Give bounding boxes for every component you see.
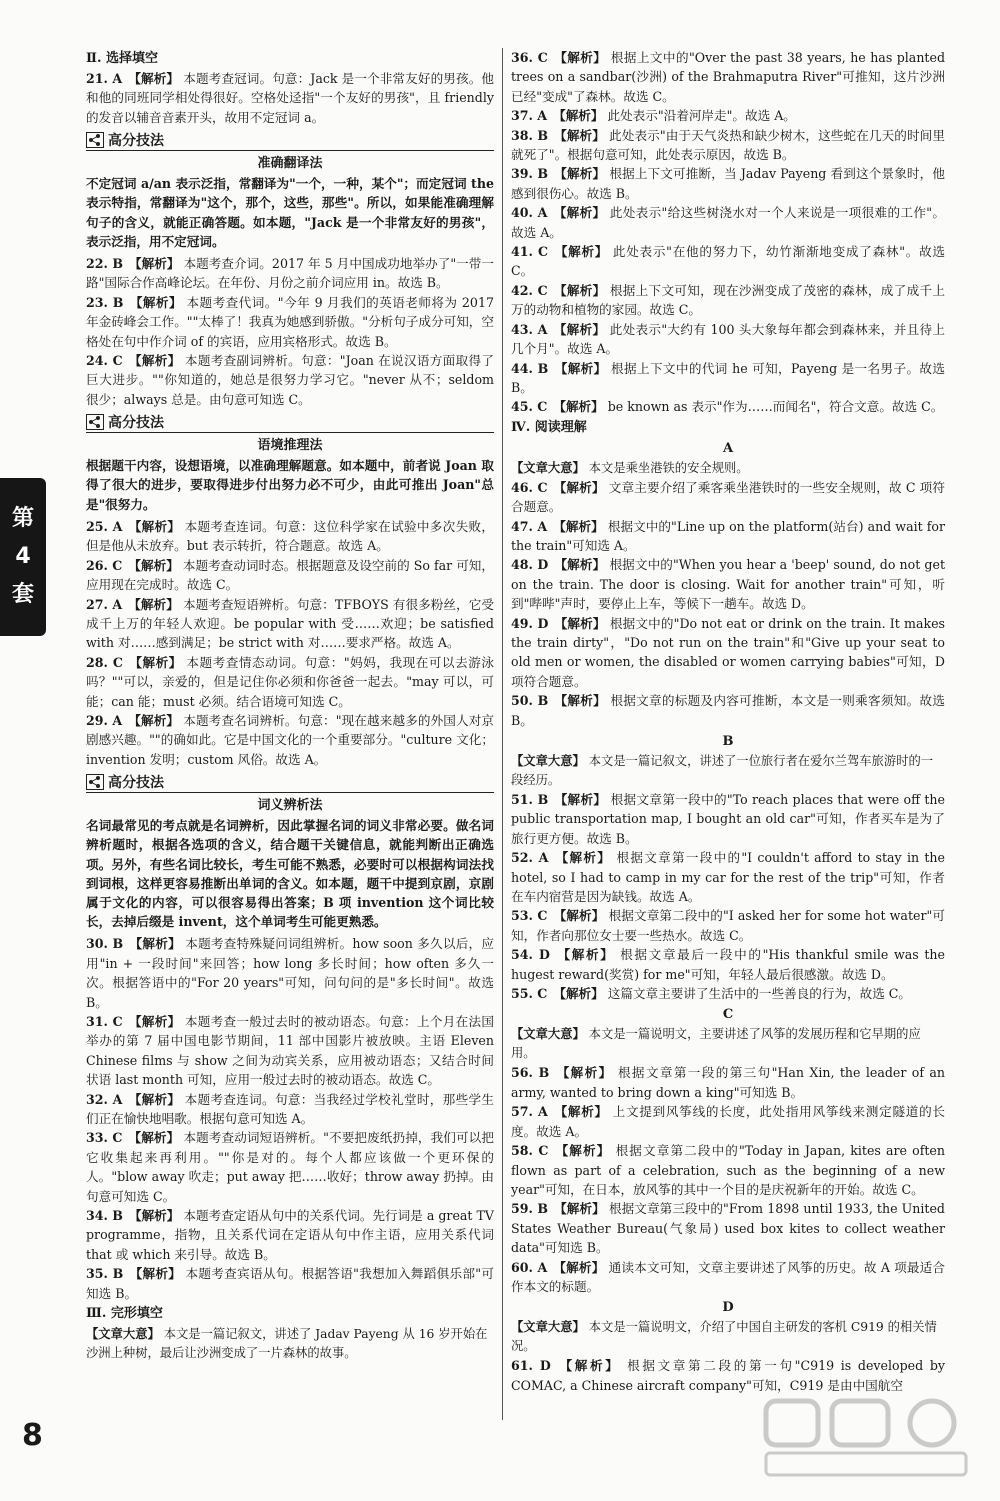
answer-item: 50. B 【解析】 根据文章的标题及内容可推断，本文是一则乘客须知。故选 B。 [511,693,945,728]
article-summary: 【文章大意】 本文是一篇记叙文，讲述了 Jadav Payeng 从 16 岁开始在沙洲上种树，最后让沙洲变成了一片森林的故事。 [86,1326,488,1361]
tip-header [86,772,494,793]
answer-item: 54. D 【解析】 根据文章最后一段中的"His thankful smile was the hugest reward(奖赏) for me"可知，年轻人最后很感激。故选 D。 [511,947,945,982]
answer-item: 56. B 【解析】 根据文章第一段的第三句"Han Xin, the leader of an army, wanted to bring down a king"可知选 B。 [511,1065,945,1100]
tip-title: 词义辨析法 [257,798,323,814]
answer-item: 53. C 【解析】 根据文章第二段中的"I asked her for some hot water"可知，作者向那位女士要一些热水。故选 C。 [511,908,945,943]
tip-body: 名词最常见的考点就是名词辨析，因此掌握名词的词义非常必要。做名词辨析题时，根据各选项的含义，结合题干关键信息，就能判断出正确选项。另外，有些名词比较长，考生可能不熟悉，必要时可以根据构词法找到词根，这样更容易推断出单词的含义。如本题，题干中提到京剧，京剧属于文化的内容，可以很容易得出答案；B 项 invention 这个词比较长，去掉后缀是 invent，这个单词考生可能更熟悉。 [86,818,494,930]
answer-item: 51. B 【解析】 根据文章第一段中的"To reach places that were off the public transportation map, I bought an old car"可知，作者买车是为了旅行更方便。故选 B。 [511,792,945,846]
tip-body: 根据题干内容，设想语境，以准确理解题意。如本题中，前者说 Joan 取得了很大的进步，要取得进步付出努力必不可少，由此可推出 Joan"总是"很努力。 [86,458,494,512]
answer-item: 30. B 【解析】 本题考查特殊疑问词组辨析。how soon 多久以后，应用"in + 一段时间"来回答；how long 多长时间；how often 多久一次。根据答语中的"For 20 years"可知，问句问的是"多长时间"。故选 B。 [86,936,495,1010]
page-number: 8 [22,1418,43,1453]
right-column [511,48,945,1395]
answer-item: 42. C 【解析】 根据上下文可知，现在沙洲变成了茂密的森林，成了成千上万的动物和植物的家园。故选 C。 [511,282,945,318]
answer-item: 27. A 【解析】 本题考查短语辨析。句意：TFBOYS 有很多粉丝，它受成千上万的年轻人欢迎。be popular with 受……欢迎；be satisfied with 对……感到满足；be strict with 对……要求严格。故选 A。 [86,596,494,651]
answer-item: 23. B 【解析】 本题考查代词。"今年 9 月我们的英语老师将为 2017 年金砖峰会工作。""太棒了！我真为她感到骄傲。"分析句子成分可知，空格处在句中作介词 of 的宾语，应用宾格形式。故选 B。 [86,294,494,349]
answer-item: 61. D 【解析】 根据文章第二段的第一句"C919 is developed by COMAC, a Chinese aircraft company"可知，C919 是由中国航空 [511,1358,946,1393]
answer-item: 43. A 【解析】 此处表示"大约有 100 头大象每年都会到森林来，并且待上几个月"。故选 A。 [511,321,946,357]
answer-item: 44. B 【解析】 根据上下文中的代词 he 可知，Payeng 是一名男子。故选 B。 [511,360,945,395]
answer-item: 35. B 【解析】 本题考查宾语从句。根据答语"我想加入舞蹈俱乐部"可知选 B。 [86,1266,494,1301]
answer-item: 33. C 【解析】 本题考查动词短语辨析。"不要把废纸扔掉，我们可以把它收集起来再利用。""你是对的。每个人都应该做一个更环保的人。"blow away 吹走；put away 把……收好；throw away 扔掉。由句意可知选 C。 [86,1130,494,1204]
answer-item: 48. D 【解析】 根据文中的"When you hear a 'beep' sound, do not get on the train. The door is closing. Wait for another train"可知，听到"哔哔"声时，要停止上车，等候下一趟车。故选 D。 [511,557,946,612]
answer-item: 25. A 【解析】 本题考查连词。句意：这位科学家在试验中多次失败，但是他从未放弃。but 表示转折，符合题意。故选 A。 [86,518,494,554]
passage-letter: D [722,1300,734,1316]
answer-item: 41. C 【解析】 此处表示"在他的努力下，幼竹渐渐地变成了森林"。故选 C。 [511,244,946,279]
watermark-logo [762,1397,972,1479]
article-summary: 【文章大意】 本文是一篇记叙文，讲述了一位旅行者在爱尔兰驾车旅游时的一段经历。 [511,753,934,787]
answer-item: 45. C 【解析】 be known as 表示"作为……而闻名"，符合文意。故选 C。 [511,399,944,415]
article-summary: 【文章大意】 本文是乘坐港铁的安全规则。 [511,459,749,475]
answer-item: 60. A 【解析】 通读本文可知，文章主要讲述了风筝的历史。故 A 项最适合作本文的标题。 [511,1259,945,1294]
passage-letter: A [722,440,734,456]
section-heading: Ⅱ. 选择填空 [86,51,159,66]
column-divider [502,48,503,1420]
tip-header [86,412,494,433]
answer-item: 21. A 【解析】 本题考查冠词。句意：Jack 是一个非常友好的男孩。他和他的同班同学相处得很好。空格处迳指"一个友好的男孩"，且 friendly 的发音以辅音音素开头，故用不定冠词 a。 [86,71,495,125]
side-tab-char: 4 [15,544,31,569]
article-summary: 【文章大意】 本文是一篇说明文，介绍了中国自主研发的客机 C919 的相关情况。 [511,1319,937,1354]
answer-item: 57. A 【解析】 上文提到风筝线的长度，此处指用风筝线来测定隧道的长度。故选 A。 [511,1104,946,1139]
answer-item: 59. B 【解析】 根据文章第三段中的"From 1898 until 1933, the United States Weather Bureau(气象局) used box kites to collect weather data"可知选 B。 [511,1201,945,1256]
answer-item: 39. B 【解析】 根据上下文可推断，当 Jadav Payeng 看到这个景象时，他感到很伤心。故选 B。 [511,166,945,201]
answer-item: 37. A 【解析】 此处表示"沿着河岸走"。故选 A。 [511,108,796,124]
answer-item: 49. D 【解析】 根据文中的"Do not eat or drink on the train. It makes the train dirty"，"Do not run on the train"和"Give up your seat to old men or women, the disabled or women carrying babies"可知，D 项符合题意。 [511,615,946,689]
tip-title: 语境推理法 [257,438,323,454]
answer-item: 38. B 【解析】 此处表示"由于天气炎热和缺少树木，这些蛇在几天的时间里就死了"。根据句意可知，此处表示原因，故选 B。 [511,127,945,163]
answer-item: 52. A 【解析】 根据文章第一段中的"I couldn't afford to stay in the hotel, so I had to camp in my car for the rest of the trip"可知，作者在车内宿营是因为缺钱。故选 A。 [511,850,945,905]
passage-letter: B [722,734,734,749]
section-heading: Ⅳ. 阅读理解 [511,419,587,435]
tip-body: 不定冠词 a/an 表示泛指，常翻译为"一个，一种，某个"；而定冠词 the 表示特指，常翻译为"这个，那个，这些，那些"。所以，如果能准确理解句子的含义，就能正确答题。如本题，"Jack 是一个非常友好的男孩"，表示泛指，用不定冠词。 [86,176,494,249]
answer-item: 22. B 【解析】 本题考查介词。2017 年 5 月中国成功地举办了"一带一路"国际合作高峰论坛。在年份、月份之前介词应用 in。故选 B。 [86,256,494,291]
answer-item: 58. C 【解析】 根据文章第二段中的"Today in Japan, kites are often flown as part of a celebration, such as the beginning of a new year"可知，在日本，放风筝的其中一个目的是庆祝新年的开始。故选 C。 [511,1143,945,1197]
share-icon [86,132,104,148]
article-summary: 【文章大意】 本文是一篇说明文，主要讲述了风筝的发展历程和它早期的应用。 [511,1026,921,1061]
answer-item: 47. A 【解析】 根据文中的"Line up on the platform(站台) and wait for the train"可知选 A。 [511,518,945,553]
tip-title: 准确翻译法 [257,156,323,172]
answer-item: 34. B 【解析】 本题考查定语从句中的关系代词。先行词是 a great TV programme，指物，且关系代词在定语从句中作主语，应用关系代词 that 或 which 来引导。故选 B。 [86,1208,494,1262]
answer-item: 28. C 【解析】 本题考查情态动词。句意："妈妈，我现在可以去游泳吗？""可以，亲爱的，但是记住你必须和你爸爸一起去。"may 可以，可能；can 能；must 必须。结合语境可知选 C。 [86,654,494,709]
tip-label: 高分技法 [108,415,164,432]
answer-item: 46. C 【解析】 文章主要介绍了乘客乘坐港铁时的一些安全规则，故 C 项符合题意。 [511,479,945,515]
answer-item: 31. C 【解析】 本题考查一般过去时的被动语态。句意：上个月在法国举办的第 7 届中国电影节期间，11 部中国影片被放映。主语 Eleven Chinese films 与 show 之间为动宾关系，应用被动语态；又结合时间状语 last month 可知，应用一般过去时的被动语态。故选 C。 [86,1014,494,1088]
answer-item: 32. A 【解析】 本题考查连词。句意：当我经过学校礼堂时，那些学生们正在愉快地唱歌。根据句意可知选 A。 [86,1091,494,1127]
tip-label: 高分技法 [108,775,164,792]
tip-label: 高分技法 [108,133,164,150]
share-icon [86,774,104,790]
tip-header [86,130,494,151]
answer-item: 40. A 【解析】 此处表示"给这些树浇水对一个人来说是一项很难的工作"。故选 A。 [511,205,945,240]
answer-item: 29. A 【解析】 本题考查名词辨析。句意："现在越来越多的外国人对京剧感兴趣。""的确如此。它是中国文化的一个重要部分。"culture 文化；invention 发明；custom 风俗。故选 A。 [86,712,494,767]
left-column [86,48,494,1363]
side-tab-char: 第 [11,506,34,531]
answer-item: 36. C 【解析】 根据上文中的"Over the past 38 years, he has planted trees on a sandbar(沙洲) of the Brahmaputra River"可推知，这片沙洲已经"变成"了森林。故选 C。 [511,50,946,104]
section-heading: Ⅲ. 完形填空 [86,1306,163,1322]
side-tab-char: 套 [11,582,34,607]
answer-item: 24. C 【解析】 本题考查副词辨析。句意："Joan 在说汉语方面取得了巨大进步。""你知道的，她总是很努力学习它。"never 从不；seldom 很少；always 总是。由句意可知选 C。 [86,353,494,407]
answer-item: 26. C 【解析】 本题考查动词时态。根据题意及设空前的 So far 可知，应用现在完成时。故选 C。 [86,557,495,593]
share-icon [86,414,104,430]
answer-item: 55. C 【解析】 这篇文章主要讲了生活中的一些善良的行为，故选 C。 [511,986,912,1002]
passage-letter: C [722,1007,734,1023]
set-number-tab [0,478,46,636]
